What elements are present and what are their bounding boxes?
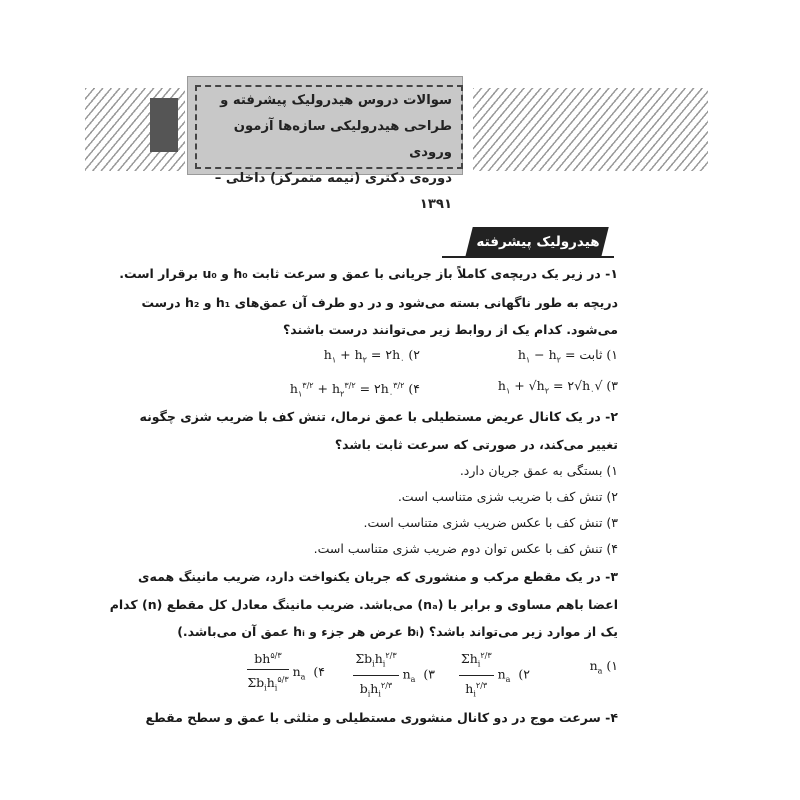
q2-option-2: ۲) تنش کف با ضریب شزی متناسب است.	[397, 489, 618, 504]
page-title	[200, 88, 452, 218]
title-line-2: طراحی هیدرولیکی سازه‌ها آزمون ورودی	[233, 119, 452, 160]
q3-option-3: $\frac{\Sigma b_ih_i^{۲/۳}}{b_ih_i^{۲/۳}}$ $n_a$ (۳	[353, 646, 435, 704]
header-dark-bar	[150, 98, 178, 152]
q1-option-3: ۳) $√h_۱ + √h_۲$ = $۲√h_۰$	[497, 378, 618, 396]
header-hatch-right	[473, 88, 708, 171]
q3-line-2: اعضا باهم مساوی و برابر با (nₐ) می‌باشد. ضریب مانینگ معادل کل مقطع (n) کدام	[109, 597, 618, 612]
q2-option-1: ۱) بستگی به عمق جریان دارد.	[459, 463, 618, 478]
q2-line-2: تغییر می‌کند، در صورتی که سرعت ثابت باشد؟	[334, 437, 618, 452]
q3-option-4: $\frac{bh^{۵/۳}}{\Sigma b_ih_i^{۵/۳}}$ $n_a$ (۴	[247, 646, 325, 699]
q1-line-3: می‌شود. کدام یک از روابط زیر می‌توانند درست باشند؟	[282, 322, 618, 337]
section-title: هیدرولیک پیشرفته	[476, 234, 600, 250]
q1-option-4: ۴) $h_۱^{۳/۲} + h_۲^{۳/۲}$ = $۲h_۰^{۳/۲}$	[289, 381, 420, 399]
q1-option-2: ۲) $h_۱ + h_۲$ = $۲h_۰$	[323, 347, 420, 365]
section-tab-underline	[442, 256, 614, 258]
q3-option-1: ۱) $n_a$	[589, 658, 618, 676]
q1-option-1: ۱) ثابت = $h_۱ - h_۲$	[517, 347, 618, 365]
q3-line-3: یک از موارد زیر می‌تواند باشد؟ (bᵢ عرض هر جزء و hᵢ عمق آن می‌باشد.)	[177, 624, 618, 639]
q2-option-4: ۴) تنش کف با عکس توان دوم ضریب شزی متناسب است.	[313, 541, 618, 556]
title-line-1: سوالات دروس هیدرولیک پیشرفته و	[220, 93, 452, 108]
q4-line-1: ۴- سرعت موج در دو کانال منشوری مستطیلی و مثلثی با عمق و سطح مقطع	[145, 710, 618, 725]
q2-option-3: ۳) تنش کف با عکس ضریب شزی متناسب است.	[363, 515, 618, 530]
q2-line-1: ۲- در یک کانال عریض مستطیلی با عمق نرمال، تنش کف با ضریب شزی چگونه	[139, 409, 618, 424]
q3-line-1: ۳- در یک مقطع مرکب و منشوری که جریان یکنواخت دارد، ضریب مانینگ همه‌ی	[138, 569, 618, 584]
q1-line-1: ۱- در زیر یک دریچه‌ی کاملاً باز جریانی با عمق و سرعت ثابت h₀ و u₀ برقرار است.	[119, 266, 618, 281]
q1-line-2: دریچه به طور ناگهانی بسته می‌شود و در دو طرف آن عمق‌های h₁ و h₂ درست	[141, 295, 618, 310]
q3-option-2: $\frac{\Sigma h_i^{۲/۳}}{h_i^{۲/۳}}$ $n_a$ (۲	[459, 646, 530, 704]
title-line-3: دوره‌ی دکتری (نیمه متمرکز) داخلی – ۱۳۹۱	[214, 171, 452, 212]
